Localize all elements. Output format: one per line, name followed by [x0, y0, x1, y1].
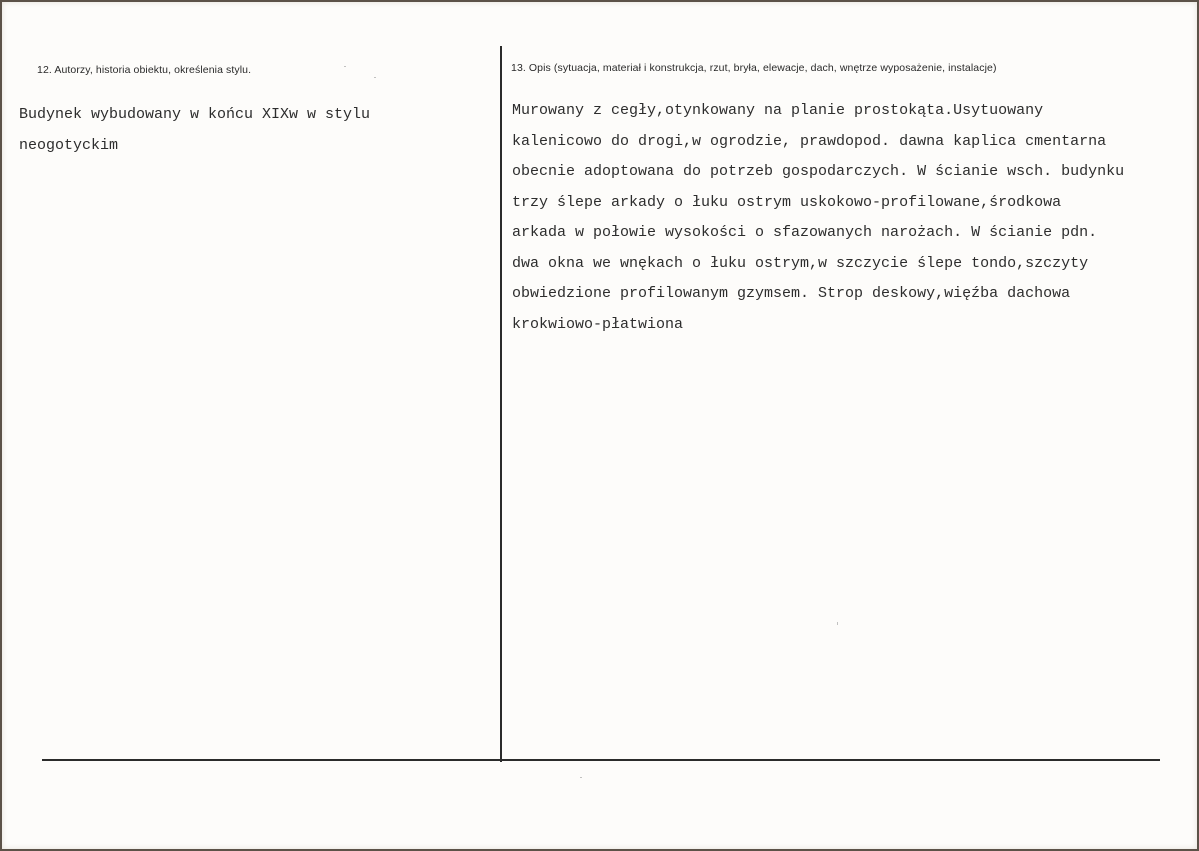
section-12-text [19, 100, 370, 161]
inventory-card [2, 2, 1197, 849]
paper-speck [374, 77, 376, 78]
section-13-line: Murowany z cegły,otynkowany na planie prostokąta.Usytuowany [512, 102, 1044, 119]
section-13-text [512, 96, 1124, 340]
section-13-label: 13. Opis (sytuacja, materiał i konstrukcja, rzut, bryła, elewacje, dach, wnętrze wyposażenie, instalacje) [511, 62, 997, 74]
section-12-label: 12. Autorzy, historia obiektu, określenia stylu. [37, 64, 252, 76]
section-13-line: dwa okna we wnękach o łuku ostrym,w szczycie ślepe tondo,szczyty [512, 254, 1089, 272]
section-13-line: krokwiowo-płatwiona [512, 315, 684, 333]
section-13-line: arkada w połowie wysokości o sfazowanych narożach. W ścianie pdn. [512, 224, 1098, 241]
horizontal-divider [42, 759, 1160, 761]
paper-speck [580, 777, 582, 778]
section-12-line: neogotyckim [19, 136, 119, 154]
paper-speck [837, 622, 838, 625]
vertical-divider [500, 46, 502, 762]
section-13-line: obecnie adoptowana do potrzeb gospodarczych. W ścianie wsch. budynku [512, 163, 1125, 180]
section-13-line: trzy ślepe arkady o łuku ostrym uskokowo-profilowane,środkowa [512, 193, 1062, 211]
section-13-line: obwiedzione profilowanym gzymsem. Strop deskowy,więźba dachowa [512, 285, 1071, 302]
paper-speck [344, 66, 346, 67]
section-13-line: kalenicowo do drogi,w ogrodzie, prawdopod. dawna kaplica cmentarna [512, 132, 1107, 150]
section-12-line: Budynek wybudowany w końcu XIXw w stylu [19, 106, 371, 123]
